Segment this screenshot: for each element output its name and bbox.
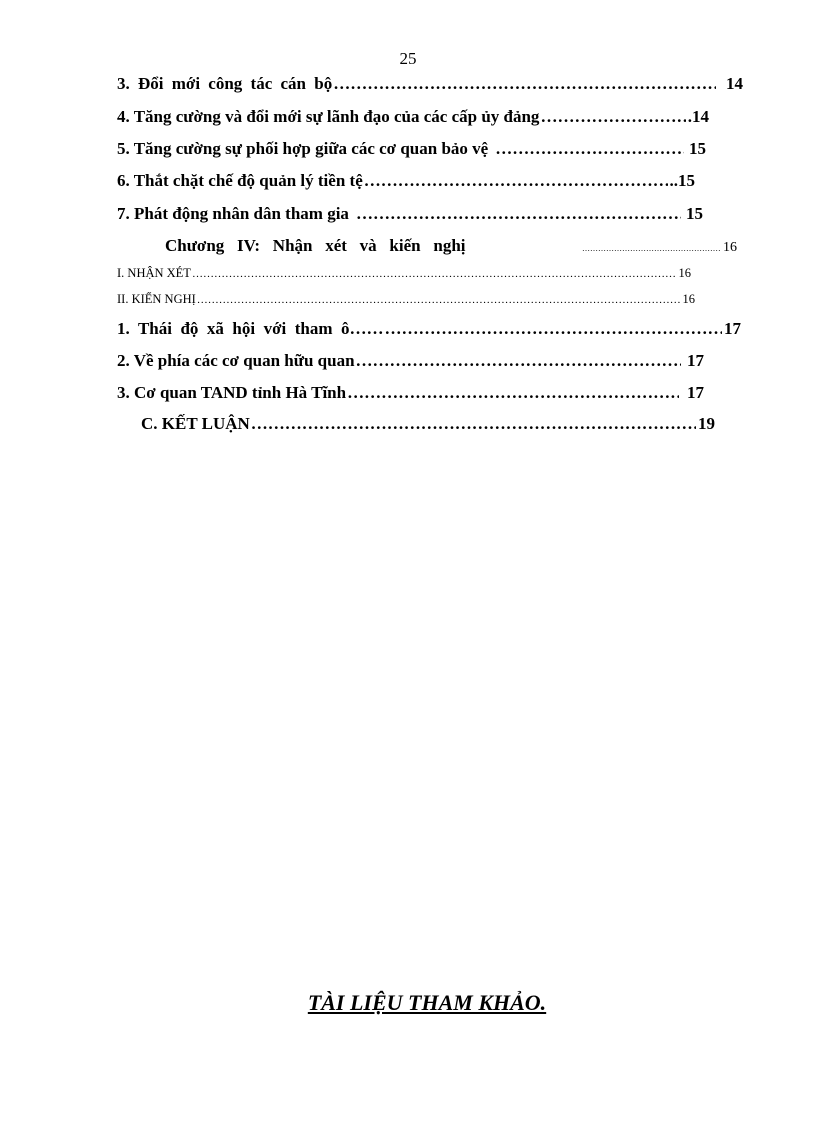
toc-leader bbox=[192, 266, 677, 281]
toc-leader bbox=[385, 319, 722, 339]
toc-entry-page: 17 bbox=[687, 351, 704, 370]
toc-leader bbox=[489, 139, 684, 159]
toc-entry bbox=[117, 107, 709, 133]
toc-leader bbox=[364, 171, 668, 191]
toc-entry-title: C. KẾT LUẬN bbox=[141, 414, 250, 433]
toc-entry-title: 6. Thắt chặt chế độ quản lý tiền tệ bbox=[117, 171, 363, 190]
toc-entry-title: II. KIẾN NGHỊ bbox=[117, 292, 196, 306]
toc-entry bbox=[117, 74, 743, 100]
toc-entry-page: 14 bbox=[726, 74, 743, 93]
toc-entry bbox=[117, 351, 704, 377]
toc-leader bbox=[356, 351, 681, 371]
toc-entry-page: 16 bbox=[723, 240, 737, 255]
toc-entry-page: 16 bbox=[678, 266, 691, 280]
toc-entry-title: 7. Phát động nhân dân tham gia bbox=[117, 204, 349, 223]
toc-leader bbox=[251, 414, 696, 434]
toc-leader bbox=[197, 292, 681, 307]
references-heading: TÀI LIỆU THAM KHẢO. bbox=[307, 990, 547, 1015]
toc-chapter-entry bbox=[117, 236, 737, 262]
toc-entry-page: ..15 bbox=[669, 171, 695, 190]
toc-entry-page: 17 bbox=[724, 319, 741, 338]
toc-entry-page: 19 bbox=[698, 414, 715, 433]
toc-leader bbox=[347, 383, 679, 403]
toc-entry-page: .14 bbox=[687, 107, 709, 126]
toc-entry-title: 4. Tăng cường và đổi mới sự lãnh đạo của các cấp ủy đảng bbox=[117, 107, 540, 126]
toc-entry bbox=[117, 383, 704, 409]
toc-section-entry bbox=[117, 266, 691, 288]
toc-entry-page: 15 bbox=[689, 139, 706, 158]
toc-entry-title: 3. Đổi mới công tác cán bộ bbox=[117, 74, 333, 93]
toc-entry-page: 16 bbox=[682, 292, 695, 306]
toc-entry-title: Chương IV: Nhận xét và kiến nghị bbox=[165, 236, 466, 255]
toc-entry-page: 17 bbox=[687, 383, 704, 402]
toc-entry-title: 3. Cơ quan TAND tỉnh Hà Tĩnh bbox=[117, 383, 347, 402]
toc-entry-title: 5. Tăng cường sự phối hợp giữa các cơ quan bảo vệ bbox=[117, 139, 489, 158]
toc-entry bbox=[117, 171, 695, 197]
toc-entry bbox=[117, 204, 703, 230]
toc-entry-title: 1. Thái độ xã hội với tham ô…… bbox=[117, 319, 384, 338]
toc-leader bbox=[350, 204, 681, 224]
toc-entry-title: 2. Về phía các cơ quan hữu quan bbox=[117, 351, 355, 370]
toc-leader bbox=[333, 74, 716, 94]
toc-entry-page: 15 bbox=[686, 204, 703, 223]
page-number: 25 bbox=[399, 49, 417, 68]
toc-leader bbox=[582, 236, 721, 256]
toc-entry-title: I. NHẬN XÉT bbox=[117, 266, 191, 280]
toc-section-entry bbox=[117, 292, 695, 314]
table-of-contents bbox=[117, 74, 743, 440]
toc-entry bbox=[117, 414, 715, 440]
toc-entry bbox=[117, 139, 706, 165]
toc-entry bbox=[117, 319, 741, 345]
toc-leader bbox=[540, 107, 685, 127]
